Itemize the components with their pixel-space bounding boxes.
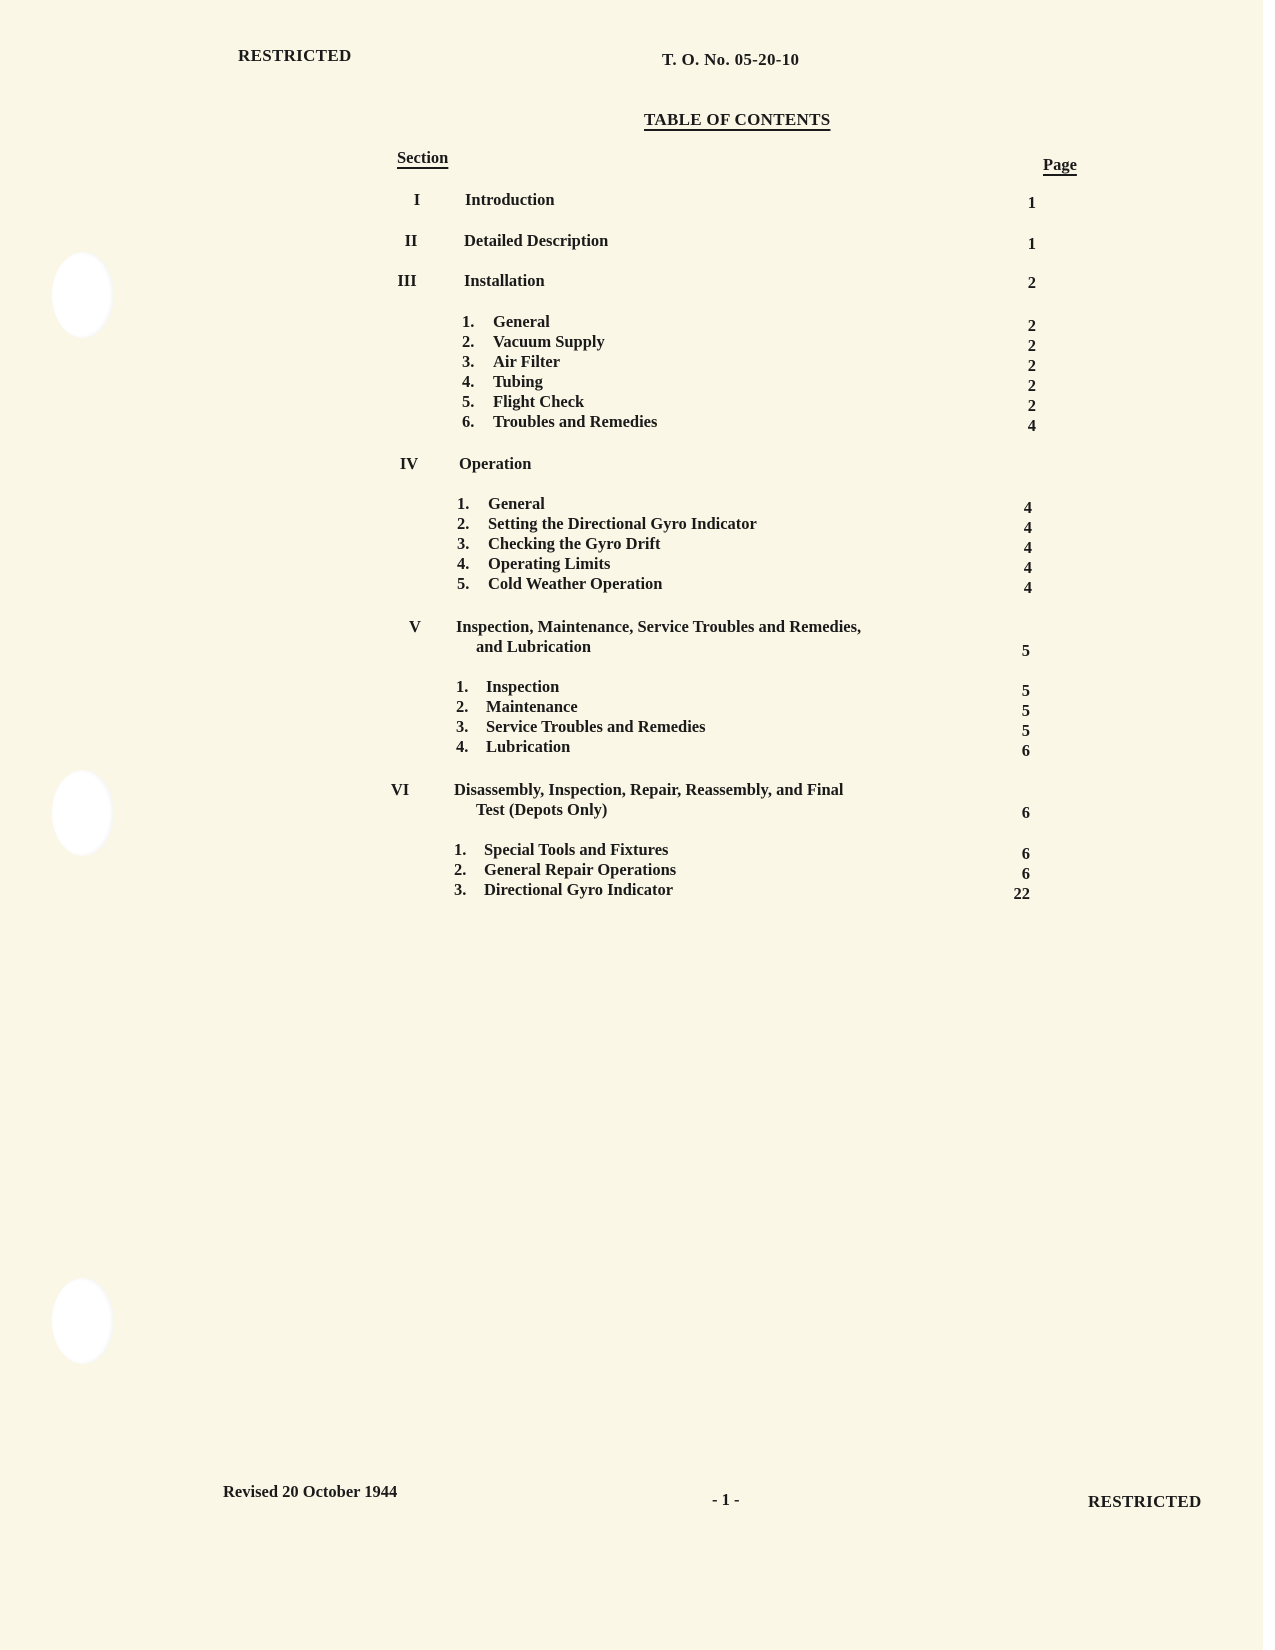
section-numeral: V	[409, 617, 421, 636]
subsection-number: 1.	[462, 312, 475, 331]
subsection-page-number: 5	[1021, 701, 1030, 720]
section-numeral: I	[413, 190, 421, 209]
subsection-title: Vacuum Supply	[493, 332, 605, 351]
subsection-number: 3.	[462, 352, 475, 371]
subsection-page-number: 4	[1027, 416, 1036, 435]
subsection-number: 4.	[456, 737, 469, 756]
subsection-number: 1.	[457, 494, 470, 513]
footer-page-number: - 1 -	[712, 1490, 740, 1509]
section-numeral: IV	[399, 454, 419, 473]
toc-title: TABLE OF CONTENTS	[644, 110, 831, 129]
header-classification: RESTRICTED	[238, 46, 352, 65]
subsection-page-number: 4	[1023, 498, 1032, 517]
subsection-page-number: 6	[1021, 741, 1030, 760]
subsection-page-number: 22	[1013, 884, 1030, 903]
section-title-line2: Test (Depots Only)	[476, 800, 608, 819]
column-header-section: Section	[397, 148, 449, 167]
footer-revised-date: Revised 20 October 1944	[223, 1482, 398, 1501]
subsection-number: 2.	[454, 860, 467, 879]
column-header-page: Page	[1043, 155, 1077, 174]
section-title: Operation	[459, 454, 532, 473]
subsection-page-number: 2	[1027, 396, 1036, 415]
section-title: Installation	[464, 271, 545, 290]
section-numeral: VI	[390, 780, 410, 799]
subsection-number: 2.	[457, 514, 470, 533]
subsection-number: 3.	[454, 880, 467, 899]
subsection-title: Service Troubles and Remedies	[486, 717, 706, 736]
subsection-page-number: 4	[1023, 538, 1032, 557]
section-title: Introduction	[465, 190, 555, 209]
subsection-title: Operating Limits	[488, 554, 611, 573]
subsection-title: Inspection	[486, 677, 560, 696]
subsection-page-number: 6	[1021, 844, 1030, 863]
section-title: Inspection, Maintenance, Service Troubles and Remedies,	[456, 617, 862, 636]
subsection-title: Flight Check	[493, 392, 585, 411]
section-numeral: II	[404, 231, 418, 250]
subsection-title: Air Filter	[493, 352, 561, 371]
section-title-line2: and Lubrication	[476, 637, 592, 656]
subsection-number: 2.	[462, 332, 475, 351]
subsection-page-number: 2	[1027, 376, 1036, 395]
section-title: Detailed Description	[464, 231, 609, 250]
subsection-page-number: 4	[1023, 558, 1032, 577]
subsection-title: Lubrication	[486, 737, 571, 756]
subsection-page-number: 2	[1027, 356, 1036, 375]
section-page-number: 6	[1021, 803, 1030, 822]
section-page-number: 5	[1021, 641, 1030, 660]
section-page-number: 1	[1027, 234, 1036, 253]
subsection-number: 2.	[456, 697, 469, 716]
subsection-title: General	[493, 312, 550, 331]
subsection-number: 6.	[462, 412, 475, 431]
subsection-number: 5.	[457, 574, 470, 593]
punch-hole-bottom	[52, 1278, 114, 1364]
subsection-title: Maintenance	[486, 697, 578, 716]
subsection-number: 3.	[457, 534, 470, 553]
subsection-number: 5.	[462, 392, 475, 411]
subsection-page-number: 5	[1021, 721, 1030, 740]
subsection-page-number: 2	[1027, 336, 1036, 355]
subsection-title: Directional Gyro Indicator	[484, 880, 674, 899]
punch-hole-middle	[52, 770, 114, 856]
subsection-number: 1.	[454, 840, 467, 859]
footer-classification: RESTRICTED	[1088, 1492, 1202, 1511]
subsection-number: 4.	[462, 372, 475, 391]
subsection-title: Setting the Directional Gyro Indicator	[488, 514, 757, 533]
section-numeral: III	[397, 271, 417, 290]
subsection-title: Special Tools and Fixtures	[484, 840, 669, 859]
subsection-number: 3.	[456, 717, 469, 736]
header-doc-number: T. O. No. 05-20-10	[662, 50, 800, 69]
punch-hole-top	[52, 252, 114, 338]
section-page-number: 1	[1027, 193, 1036, 212]
section-title: Disassembly, Inspection, Repair, Reassembly, and Final	[454, 780, 844, 799]
subsection-page-number: 6	[1021, 864, 1030, 883]
subsection-page-number: 4	[1023, 518, 1032, 537]
subsection-title: Tubing	[493, 372, 543, 391]
subsection-number: 1.	[456, 677, 469, 696]
subsection-title: Cold Weather Operation	[488, 574, 663, 593]
section-page-number: 2	[1027, 273, 1036, 292]
subsection-title: General	[488, 494, 545, 513]
subsection-page-number: 5	[1021, 681, 1030, 700]
subsection-title: Checking the Gyro Drift	[488, 534, 661, 553]
subsection-page-number: 2	[1027, 316, 1036, 335]
subsection-title: Troubles and Remedies	[493, 412, 658, 431]
subsection-title: General Repair Operations	[484, 860, 677, 879]
subsection-number: 4.	[457, 554, 470, 573]
subsection-page-number: 4	[1023, 578, 1032, 597]
